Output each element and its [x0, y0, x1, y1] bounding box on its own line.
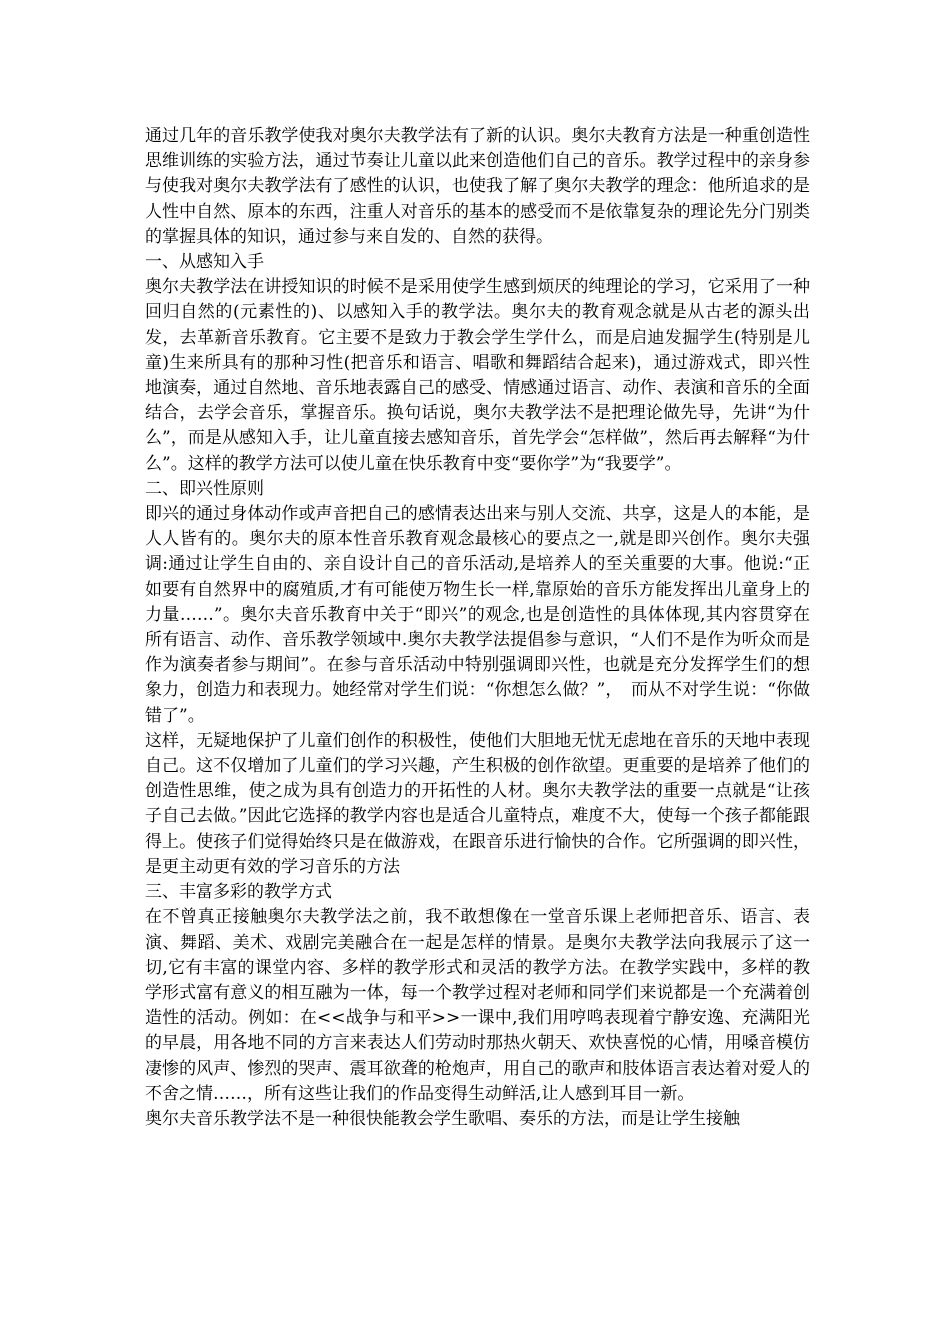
paragraph-perception: 奥尔夫教学法在讲授知识的时候不是采用使学生感到烦厌的纯理论的学习，它采用了一种回归自然的(元素性的)、以感知入手的教学法。奥尔夫的教育观念就是从古老的源头出发，去革新音乐教育。它主要不是致力于教会学生学什么，而是启迪发掘学生(特别是儿童)生来所具有的那种习性(把音乐和语言、唱歌和舞蹈结合起来)，通过游戏式，即兴性地演奏，通过自然地、音乐地表露自己的感受、情感通过语言、动作、表演和音乐的全面结合，去学会音乐，掌握音乐。换句话说，奥尔夫教学法不是把理论做先导，先讲“为什么”，而是从感知入手，让儿童直接去感知音乐，首先学会“怎样做”，然后再去解释“为什么”。这样的教学方法可以使儿童在快乐教育中变“要你学”为“我要学”。	[145, 277, 810, 474]
paragraph-improvisation: 即兴的通过身体动作或声音把自己的感情表达出来与别人交流、共享，这是人的本能，是人人皆有的。奥尔夫的原本性音乐教育观念最核心的要点之一,就是即兴创作。奥尔夫强调:通过让学生自由的、亲自设计自己的音乐活动,是培养人的至关重要的大事。他说:“正如要有自然界中的腐殖质,才有可能使万物生长一样,靠原始的音乐方能发挥出儿童身上的力量……”。奥尔夫音乐教育中关于“即兴”的观念,也是创造性的具体体现,其内容贯穿在所有语言、动作、音乐教学领域中.奥尔夫教学法提倡参与意识，“人们不是作为听众而是作为演奏者参与期间”。在参与音乐活动中特别强调即兴性，也就是充分发挥学生们的想象力，创造力和表现力。她经常对学生们说：“你想怎么做？”， 而从不对学生说：“你做错了”。	[145, 504, 810, 726]
section-heading-teaching-methods: 三、丰富多彩的教学方式	[145, 882, 332, 903]
section-heading-improvisation: 二、即兴性原则	[145, 478, 264, 499]
document-body	[145, 124, 810, 1132]
section-heading-perception: 一、从感知入手	[145, 252, 264, 273]
paragraph-teaching-methods: 在不曾真正接触奥尔夫教学法之前，我不敢想像在一堂音乐课上老师把音乐、语言、表演、舞蹈、美术、戏剧完美融合在一起是怎样的情景。是奥尔夫教学法向我展示了这一切,它有丰富的课堂内容、多样的教学形式和灵活的教学方法。在教学实践中，多样的教学形式富有意义的相互融为一体，每一个教学过程对老师和同学们来说都是一个充满着创造性的活动。例如：在<<战争与和平>>一课中,我们用哼鸣表现着宁静安逸、充满阳光的早晨，用各地不同的方言来表达人们劳动时那热火朝天、欢快喜悦的心情，用嗓音模仿凄惨的风声、惨烈的哭声、震耳欲聋的枪炮声，用自己的歌声和肢体语言表达着对爱人的不舍之情……，所有这些让我们的作品变得生动鲜活,让人感到耳目一新。	[145, 907, 810, 1104]
paragraph-closing: 奥尔夫音乐教学法不是一种很快能教会学生歌唱、奏乐的方法，而是让学生接触	[145, 1108, 740, 1129]
intro-paragraph: 通过几年的音乐教学使我对奥尔夫教学法有了新的认识。奥尔夫教育方法是一种重创造性思维训练的实验方法，通过节奏让儿童以此来创造他们自己的音乐。教学过程中的亲身参与使我对奥尔夫教学法有了感性的认识，也使我了解了奥尔夫教学的理念：他所追求的是人性中自然、原本的东西，注重人对音乐的基本的感受而不是依靠复杂的理论先分门别类的掌握具体的知识，通过参与来自发的、自然的获得。	[145, 126, 810, 247]
paragraph-improvisation-continued: 这样，无疑地保护了儿童们创作的积极性，使他们大胆地无忧无虑地在音乐的天地中表现自己。这不仅增加了儿童们的学习兴趣，产生积极的创作欲望。更重要的是培养了他们的创造性思维，使之成为具有创造力的开拓性的人材。奥尔夫教学法的重要一点就是“让孩子自己去做。”因此它选择的教学内容也是适合儿童特点，难度不大，使每一个孩子都能跟得上。使孩子们觉得始终只是在做游戏，在跟音乐进行愉快的合作。它所强调的即兴性，是更主动更有效的学习音乐的方法	[145, 730, 810, 877]
